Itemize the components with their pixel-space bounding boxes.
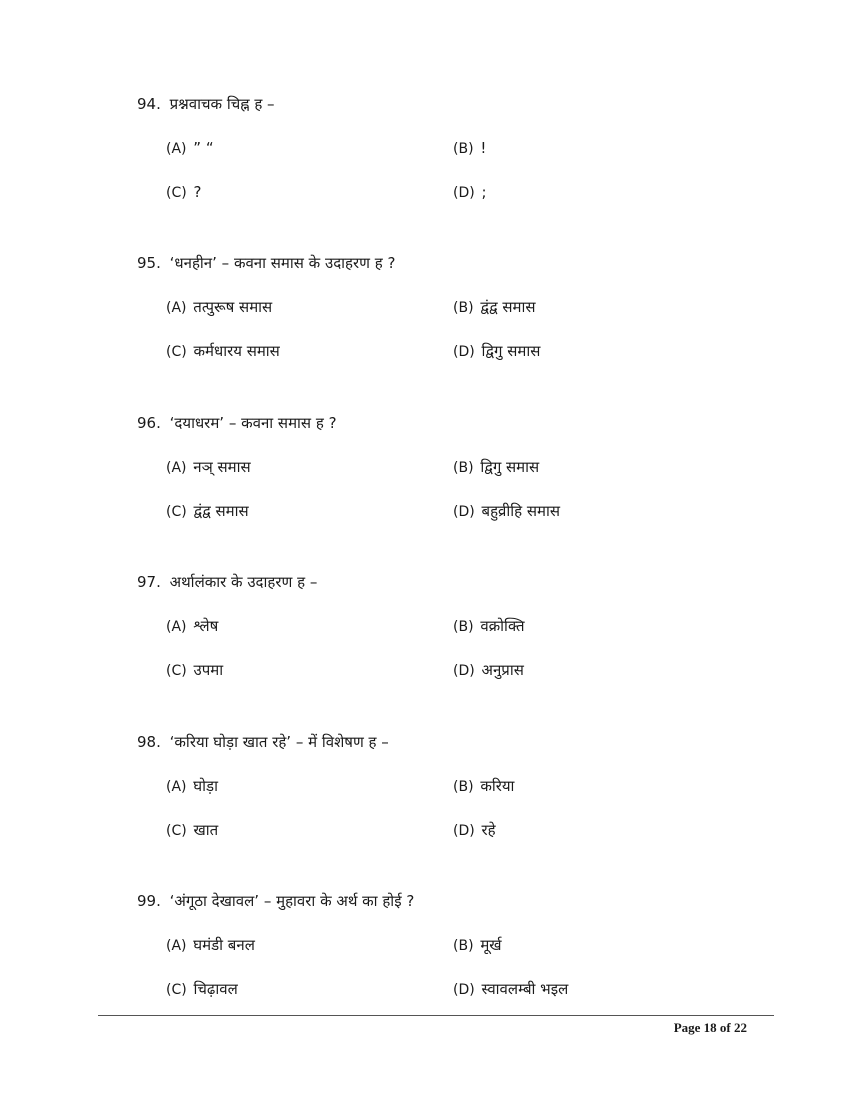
option-a (166, 457, 251, 478)
option-d (453, 341, 540, 362)
question-text: ‘अंगूठा देखावल’ – मुहावरा के अर्थ का होई ? (169, 892, 415, 910)
option-b (453, 935, 502, 956)
option-b (453, 776, 514, 797)
options-row (137, 616, 777, 636)
option-label: (A) (166, 141, 187, 157)
question-text: ‘करिया घोड़ा खात रहे’ – में विशेषण ह – (169, 733, 389, 751)
option-label: (B) (453, 300, 474, 316)
option-label: (C) (166, 504, 187, 520)
option-text: चिढ़ावल (193, 980, 238, 998)
option-text: ? (193, 183, 202, 201)
option-label: (C) (166, 982, 187, 998)
option-text: द्विगु समास (480, 458, 540, 476)
options-row (137, 979, 777, 999)
option-text: स्वावलम्बी भइल (481, 980, 569, 998)
option-label: (A) (166, 460, 187, 476)
question-number: 99. (137, 892, 161, 910)
option-b (453, 616, 525, 637)
option-c (166, 979, 238, 1000)
option-c (166, 820, 218, 841)
options-row (137, 501, 777, 521)
option-text: श्लेष (193, 617, 219, 635)
option-text: मूर्ख (480, 936, 502, 954)
question-95 (137, 253, 777, 361)
option-text: ! (480, 139, 487, 157)
option-b (453, 457, 539, 478)
option-text: द्वंद्व समास (193, 502, 249, 520)
page-number: Page 18 of 22 (673, 1020, 747, 1035)
option-d (453, 501, 560, 522)
options-row (137, 935, 777, 955)
option-a (166, 616, 218, 637)
option-label: (B) (453, 938, 474, 954)
option-text: खात (193, 821, 219, 839)
option-text: द्विगु समास (481, 342, 541, 360)
question-number: 97. (137, 573, 161, 591)
option-d (453, 979, 568, 1000)
option-c (166, 501, 249, 522)
option-text: बहुव्रीहि समास (481, 502, 561, 520)
options-row (137, 776, 777, 796)
option-text: घोड़ा (193, 777, 218, 795)
question-number: 95. (137, 254, 161, 272)
option-label: (B) (453, 779, 474, 795)
question-text: प्रश्नवाचक चिह्न ह – (169, 95, 275, 113)
option-label: (C) (166, 823, 187, 839)
question-text: अर्थालंकार के उदाहरण ह – (169, 573, 318, 591)
option-label: (A) (166, 619, 187, 635)
option-label: (C) (166, 663, 187, 679)
option-label: (D) (453, 344, 475, 360)
question-number: 98. (137, 733, 161, 751)
option-b (453, 297, 535, 318)
option-text: द्वंद्व समास (480, 298, 536, 316)
option-c (166, 182, 201, 203)
option-label: (D) (453, 663, 475, 679)
question-number: 96. (137, 414, 161, 432)
question-stem (137, 572, 777, 592)
option-label: (D) (453, 982, 475, 998)
option-text: नञ् समास (193, 458, 251, 476)
option-label: (A) (166, 938, 187, 954)
option-label: (D) (453, 823, 475, 839)
question-stem (137, 891, 777, 911)
option-text: रहे (481, 821, 496, 839)
options-row (137, 660, 777, 680)
option-text: वक्रोक्ति (480, 617, 525, 635)
option-c (166, 341, 280, 362)
question-text: ‘धनहीन’ – कवना समास के उदाहरण ह ? (169, 254, 396, 272)
question-94 (137, 94, 777, 202)
option-label: (C) (166, 185, 187, 201)
option-label: (B) (453, 460, 474, 476)
question-stem (137, 732, 777, 752)
question-stem (137, 413, 777, 433)
options-row (137, 341, 777, 361)
question-stem (137, 94, 777, 114)
option-text: तत्पुरूष समास (193, 298, 273, 316)
option-label: (C) (166, 344, 187, 360)
option-label: (B) (453, 619, 474, 635)
footer-divider (98, 1015, 774, 1016)
option-label: (B) (453, 141, 474, 157)
question-97 (137, 572, 777, 680)
question-96 (137, 413, 777, 521)
option-a (166, 297, 272, 318)
options-row (137, 297, 777, 317)
option-label: (D) (453, 185, 475, 201)
option-text: करिया (480, 777, 515, 795)
option-a (166, 776, 218, 797)
option-text: ; (481, 183, 487, 201)
option-b (453, 138, 486, 159)
option-text: उपमा (193, 661, 224, 679)
options-row (137, 138, 777, 158)
options-row (137, 182, 777, 202)
option-d (453, 182, 487, 203)
option-d (453, 660, 524, 681)
question-99 (137, 891, 777, 999)
options-row (137, 820, 777, 840)
option-text: कर्मधारय समास (193, 342, 280, 360)
option-label: (A) (166, 779, 187, 795)
option-label: (D) (453, 504, 475, 520)
option-d (453, 820, 496, 841)
option-text: घमंडी बनल (193, 936, 255, 954)
question-98 (137, 732, 777, 840)
option-a (166, 138, 214, 159)
option-text: अनुप्रास (481, 661, 524, 679)
question-text: ‘दयाधरम’ – कवना समास ह ? (169, 414, 337, 432)
question-stem (137, 253, 777, 273)
options-row (137, 457, 777, 477)
option-c (166, 660, 223, 681)
option-label: (A) (166, 300, 187, 316)
option-text: ” “ (193, 139, 214, 157)
option-a (166, 935, 255, 956)
question-number: 94. (137, 95, 161, 113)
